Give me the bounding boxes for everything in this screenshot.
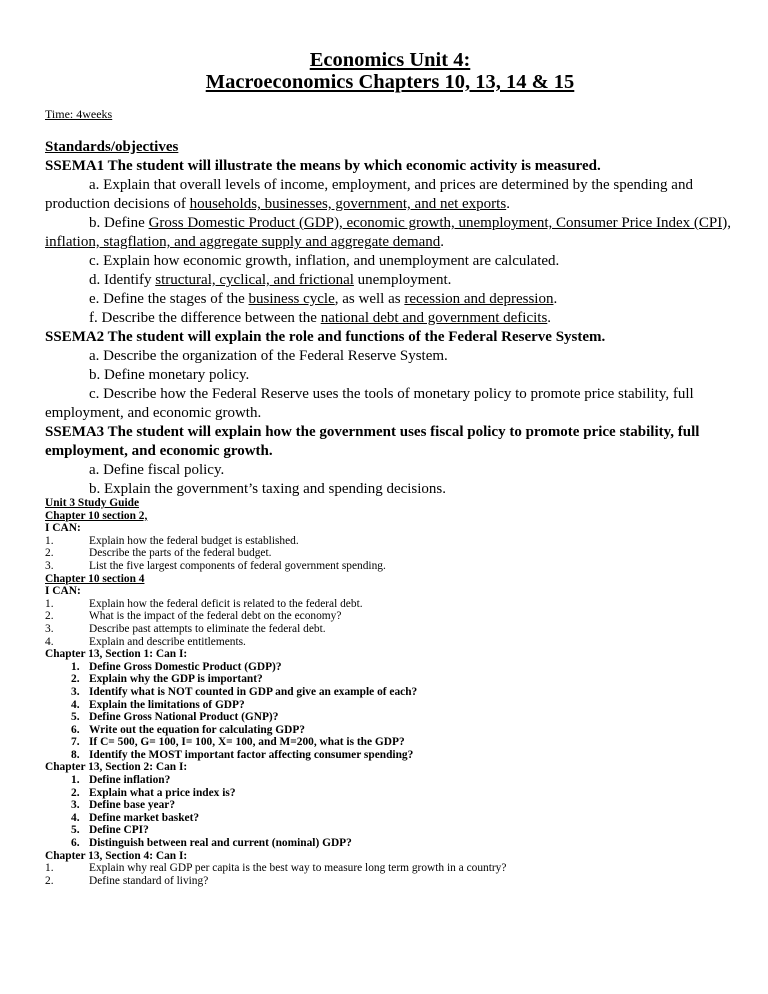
list-item bbox=[45, 824, 735, 837]
list-item-text: Define standard of living? bbox=[89, 874, 209, 887]
ch10s4-ican: I CAN: bbox=[45, 585, 81, 598]
list-item bbox=[45, 774, 735, 787]
ch10s2-ican: I CAN: bbox=[45, 522, 81, 535]
list-item bbox=[45, 862, 735, 875]
ssema2-title: SSEMA2 The student will explain the role and functions of the Federal Reserve System. bbox=[45, 329, 606, 345]
ssema1-e: e. Define the stages of the business cycle, as well as recession and depression. bbox=[89, 291, 558, 307]
list-item bbox=[45, 623, 735, 636]
list-item bbox=[45, 535, 735, 548]
ssema3-b: b. Explain the government’s taxing and spending decisions. bbox=[89, 481, 447, 497]
list-item bbox=[45, 837, 735, 850]
ch10s2-list bbox=[45, 535, 735, 573]
list-item-text: Define Gross Domestic Product (GDP)? bbox=[89, 660, 282, 673]
list-item-number: 3. bbox=[71, 799, 80, 812]
list-item-text: What is the impact of the federal debt on the economy? bbox=[89, 610, 342, 623]
list-item-text: Explain how the federal deficit is related to the federal debt. bbox=[89, 597, 363, 610]
list-item-number: 3. bbox=[45, 622, 54, 635]
list-item bbox=[45, 610, 735, 623]
ch10s4-list bbox=[45, 598, 735, 648]
list-item bbox=[45, 560, 735, 573]
ch13s4-heading: Chapter 13, Section 4: Can I: bbox=[45, 849, 188, 862]
list-item-number: 2. bbox=[45, 874, 54, 887]
list-item-text: Explain the limitations of GDP? bbox=[89, 698, 245, 711]
list-item-text: List the five largest components of federal government spending. bbox=[89, 559, 386, 572]
list-item-text: Distinguish between real and current (nominal) GDP? bbox=[89, 837, 352, 850]
list-item-number: 2. bbox=[45, 547, 54, 560]
study-guide-heading: Unit 3 Study Guide bbox=[45, 497, 140, 509]
list-item bbox=[45, 787, 735, 800]
study-guide-section bbox=[45, 497, 735, 887]
list-item-text: Explain what a price index is? bbox=[89, 786, 236, 799]
time-label: Time: 4weeks bbox=[45, 107, 113, 121]
ssema3-a: a. Define fiscal policy. bbox=[89, 462, 225, 478]
list-item bbox=[45, 724, 735, 737]
ch10s4-heading: Chapter 10 section 4 bbox=[45, 572, 145, 585]
ssema2-b: b. Define monetary policy. bbox=[89, 367, 250, 383]
list-item bbox=[45, 749, 735, 762]
ssema1-title: SSEMA1 The student will illustrate the means by which economic activity is measured. bbox=[45, 158, 601, 174]
list-item-number: 6. bbox=[71, 723, 80, 736]
list-item-number: 3. bbox=[71, 685, 80, 698]
ssema1-c: c. Explain how economic growth, inflation, and unemployment are calculated. bbox=[89, 253, 560, 269]
list-item-number: 5. bbox=[71, 711, 80, 724]
list-item bbox=[45, 699, 735, 712]
list-item bbox=[45, 711, 735, 724]
standards-section bbox=[45, 138, 735, 499]
list-item bbox=[45, 812, 735, 825]
ch13s2-list bbox=[45, 774, 735, 850]
ch13s1-list bbox=[45, 661, 735, 762]
list-item-text: Explain how the federal budget is established. bbox=[89, 534, 299, 547]
list-item-text: If C= 500, G= 100, I= 100, X= 100, and M=200, what is the GDP? bbox=[89, 736, 405, 749]
list-item-number: 2. bbox=[71, 786, 80, 799]
list-item bbox=[45, 598, 735, 611]
list-item-text: Define Gross National Product (GNP)? bbox=[89, 711, 279, 724]
list-item-text: Explain why real GDP per capita is the best way to measure long term growth in a country? bbox=[89, 862, 507, 875]
list-item bbox=[45, 673, 735, 686]
list-item-number: 6. bbox=[71, 837, 80, 850]
list-item-text: Write out the equation for calculating GDP? bbox=[89, 723, 305, 736]
ssema1-a: a. Explain that overall levels of income, employment, and prices are determined by the spending and production decisions of households, businesses, government, and net exports. bbox=[45, 177, 693, 212]
list-item-number: 8. bbox=[71, 748, 80, 761]
list-item bbox=[45, 547, 735, 560]
list-item-text: Describe past attempts to eliminate the federal debt. bbox=[89, 622, 326, 635]
list-item-text: Identify the MOST important factor affecting consumer spending? bbox=[89, 748, 414, 761]
list-item-number: 5. bbox=[71, 824, 80, 837]
list-item-number: 7. bbox=[71, 736, 80, 749]
list-item-number: 4. bbox=[71, 811, 80, 824]
list-item-text: Explain and describe entitlements. bbox=[89, 635, 246, 648]
list-item bbox=[45, 636, 735, 649]
ssema3-title: SSEMA3 The student will explain how the government uses fiscal policy to promote price stability, full employment, and economic growth. bbox=[45, 424, 700, 459]
list-item-number: 1. bbox=[71, 660, 80, 673]
list-item-number: 1. bbox=[71, 774, 80, 787]
list-item bbox=[45, 875, 735, 888]
document-title: Economics Unit 4: bbox=[309, 49, 471, 71]
list-item bbox=[45, 686, 735, 699]
list-item-text: Describe the parts of the federal budget. bbox=[89, 547, 272, 560]
list-item-number: 3. bbox=[45, 559, 54, 572]
list-item-number: 1. bbox=[45, 597, 54, 610]
list-item-text: Define base year? bbox=[89, 799, 176, 812]
list-item-text: Define CPI? bbox=[89, 824, 149, 837]
list-item bbox=[45, 736, 735, 749]
list-item bbox=[45, 799, 735, 812]
list-item-number: 1. bbox=[45, 862, 54, 875]
standards-heading: Standards/objectives bbox=[45, 139, 179, 155]
list-item bbox=[45, 661, 735, 674]
ssema1-f: f. Describe the difference between the national debt and government deficits. bbox=[89, 310, 552, 326]
ch13s1-heading: Chapter 13, Section 1: Can I: bbox=[45, 648, 188, 661]
list-item-number: 1. bbox=[45, 534, 54, 547]
ssema1-b: b. Define Gross Domestic Product (GDP), economic growth, unemployment, Consumer Price Index (CPI), inflation, stagflation, and aggregate supply and aggregate demand. bbox=[45, 215, 731, 250]
document-subtitle: Macroeconomics Chapters 10, 13, 14 & 15 bbox=[205, 71, 575, 93]
list-item-number: 4. bbox=[45, 635, 54, 648]
ch10s2-heading: Chapter 10 section 2, bbox=[45, 509, 148, 522]
ch13s4-list bbox=[45, 862, 735, 887]
ch13s2-heading: Chapter 13, Section 2: Can I: bbox=[45, 761, 188, 774]
list-item-number: 2. bbox=[45, 610, 54, 623]
ssema1-d: d. Identify structural, cyclical, and frictional unemployment. bbox=[89, 272, 452, 288]
ssema2-c: c. Describe how the Federal Reserve uses the tools of monetary policy to promote price stability, full employment, and economic growth. bbox=[45, 386, 694, 421]
list-item-number: 2. bbox=[71, 673, 80, 686]
list-item-number: 4. bbox=[71, 698, 80, 711]
list-item-text: Define inflation? bbox=[89, 774, 171, 787]
list-item-text: Explain why the GDP is important? bbox=[89, 673, 263, 686]
list-item-text: Define market basket? bbox=[89, 811, 200, 824]
list-item-text: Identify what is NOT counted in GDP and give an example of each? bbox=[89, 685, 418, 698]
ssema2-a: a. Describe the organization of the Federal Reserve System. bbox=[89, 348, 448, 364]
